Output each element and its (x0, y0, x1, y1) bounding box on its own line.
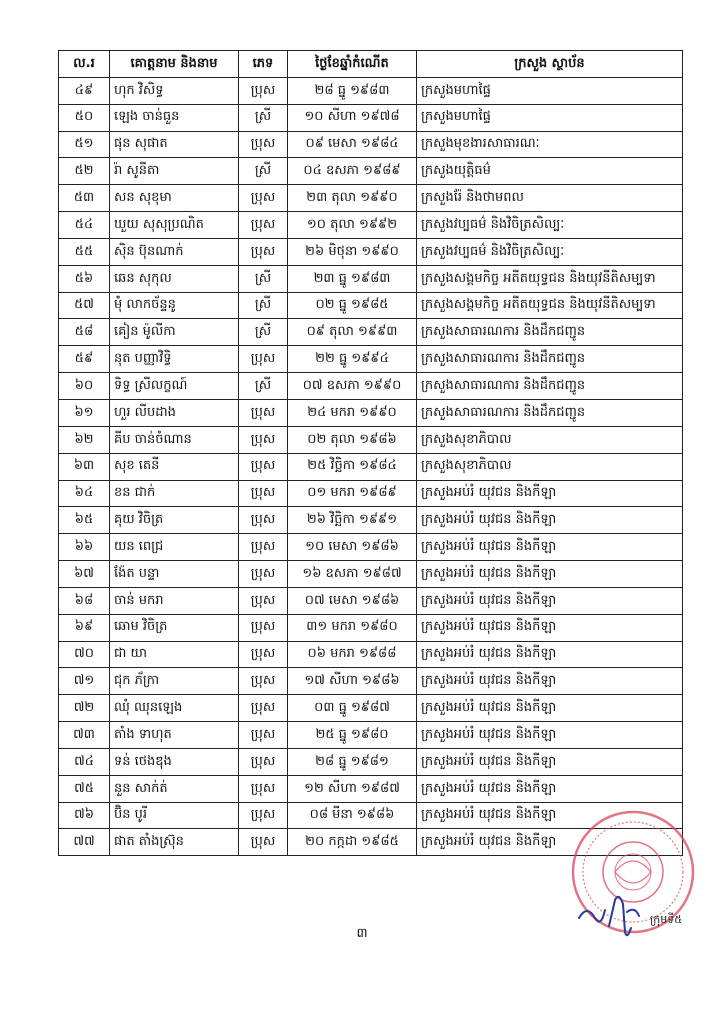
table-row (59, 614, 683, 641)
cell-sex: ប្រុស (239, 453, 288, 480)
header-dob: ថ្ងៃខែឆ្នាំកំណើត (288, 51, 417, 78)
cell-ministry: ក្រសួងមហាផ្ទៃ (417, 104, 683, 131)
table-row (59, 480, 683, 507)
cell-ministry: ក្រសួងមុខងារសាធារណៈ (417, 131, 683, 158)
table-row (59, 292, 683, 319)
table-row (59, 373, 683, 400)
cell-dob: ២៦ វិច្ឆិកា ១៩៩១ (288, 507, 417, 534)
cell-dob: ១០ តុលា ១៩៩២ (288, 212, 417, 239)
cell-no: ៦៧ (59, 561, 110, 588)
table-row (59, 319, 683, 346)
cell-name: ទន់ ថេងឌុង (110, 748, 239, 775)
cell-dob: ២០ កក្កដា ១៩៨៥ (288, 829, 417, 856)
cell-dob: ២៣ ធ្នូ ១៩៨៣ (288, 265, 417, 292)
cell-ministry: ក្រសួងសាធារណការ និងដឹកជញ្ជូន (417, 319, 683, 346)
cell-dob: ១៦ ឧសភា ១៩៨៧ (288, 561, 417, 588)
table-row (59, 722, 683, 749)
cell-sex: ប្រុស (239, 561, 288, 588)
table-row (59, 695, 683, 722)
cell-name: ចាន់ មករា (110, 587, 239, 614)
cell-dob: ០៨ មីនា ១៩៨៦ (288, 802, 417, 829)
table-row (59, 346, 683, 373)
cell-name: ហុក វិសិទ្ធ (110, 77, 239, 104)
cell-dob: ២៥ ធ្នូ ១៩៨០ (288, 722, 417, 749)
cell-sex: ប្រុស (239, 802, 288, 829)
cell-no: ៧៥ (59, 775, 110, 802)
cell-no: ៥៣ (59, 185, 110, 212)
cell-dob: ០៣ ធ្នូ ១៩៨៧ (288, 695, 417, 722)
cell-sex: ប្រុស (239, 641, 288, 668)
cell-name: ខន ជាក់ (110, 480, 239, 507)
cell-sex: ប្រុស (239, 534, 288, 561)
cell-ministry: ក្រសួងអប់រំ យុវជន និងកីឡា (417, 668, 683, 695)
cell-name: ស៊ិន ប៊ុនណាក់ (110, 238, 239, 265)
cell-name: ង៉ែត បន្ទា (110, 561, 239, 588)
table-row (59, 748, 683, 775)
cell-name: ឃួយ សុសុប្រណិត (110, 212, 239, 239)
cell-dob: ២៥ វិច្ឆិកា ១៩៨៤ (288, 453, 417, 480)
cell-name: នួន សាក់ត់ (110, 775, 239, 802)
cell-name: ហួរ លីបដាង (110, 399, 239, 426)
cell-dob: ០៩ មេសា ១៩៨៤ (288, 131, 417, 158)
cell-name: ផុន សុផាត (110, 131, 239, 158)
cell-sex: ស្រី (239, 373, 288, 400)
cell-no: ៦៣ (59, 453, 110, 480)
table-row (59, 453, 683, 480)
cell-no: ៦៩ (59, 614, 110, 641)
cell-no: ៦៤ (59, 480, 110, 507)
cell-name: សន សុខុមា (110, 185, 239, 212)
cell-sex: ប្រុស (239, 480, 288, 507)
cell-ministry: ក្រសួងអប់រំ យុវជន និងកីឡា (417, 587, 683, 614)
cell-name: តាំង ទាហុត (110, 722, 239, 749)
cell-ministry: ក្រសួងអប់រំ យុវជន និងកីឡា (417, 614, 683, 641)
cell-sex: ស្រី (239, 292, 288, 319)
cell-no: ៧០ (59, 641, 110, 668)
cell-name: ឆេន សុកុល (110, 265, 239, 292)
cell-no: ៥៨ (59, 319, 110, 346)
cell-dob: ០២ ធ្នូ ១៩៨៥ (288, 292, 417, 319)
table-row (59, 534, 683, 561)
cell-sex: ប្រុស (239, 614, 288, 641)
cell-sex: ប្រុស (239, 399, 288, 426)
cell-sex: ប្រុស (239, 775, 288, 802)
cell-dob: ២៦ មិថុនា ១៩៩០ (288, 238, 417, 265)
cell-sex: ប្រុស (239, 722, 288, 749)
cell-ministry: ក្រសួងអប់រំ យុវជន និងកីឡា (417, 829, 683, 856)
cell-no: ៤៩ (59, 77, 110, 104)
cell-sex: ស្រី (239, 265, 288, 292)
cell-no: ៦៨ (59, 587, 110, 614)
cell-no: ៧២ (59, 695, 110, 722)
cell-dob: ១០ មេសា ១៩៨៦ (288, 534, 417, 561)
cell-no: ៦៥ (59, 507, 110, 534)
table-row (59, 185, 683, 212)
cell-ministry: ក្រសួងអប់រំ យុវជន និងកីឡា (417, 561, 683, 588)
cell-ministry: ក្រសួងអប់រំ យុវជន និងកីឡា (417, 722, 683, 749)
table-body (59, 77, 683, 855)
table-row (59, 238, 683, 265)
cell-no: ៥០ (59, 104, 110, 131)
table-row (59, 641, 683, 668)
cell-name: រ៉ា សូនីតា (110, 158, 239, 185)
cell-dob: ២៣ តុលា ១៩៩០ (288, 185, 417, 212)
cell-sex: ប្រុស (239, 212, 288, 239)
cell-name: ទិទ្ធ ស្រីលក្ខណ៍ (110, 373, 239, 400)
cell-dob: ០៧ មេសា ១៩៨៦ (288, 587, 417, 614)
staff-table (58, 50, 683, 856)
cell-ministry: ក្រសួងវប្បធម៌ និងវិចិត្រសិល្បៈ (417, 238, 683, 265)
cell-no: ៥៩ (59, 346, 110, 373)
header-name: គោត្តនាម និងនាម (110, 51, 239, 78)
table-row (59, 77, 683, 104)
cell-sex: ប្រុស (239, 695, 288, 722)
cell-dob: ២៤ មករា ១៩៩០ (288, 399, 417, 426)
cell-name: ម៉ុំ លាកច័ន្ទនូ (110, 292, 239, 319)
cell-ministry: ក្រសួងអប់រំ យុវជន និងកីឡា (417, 802, 683, 829)
cell-no: ៦២ (59, 426, 110, 453)
cell-sex: ប្រុស (239, 238, 288, 265)
cell-ministry: ក្រសួងអប់រំ យុវជន និងកីឡា (417, 775, 683, 802)
cell-sex: ប្រុស (239, 185, 288, 212)
table-row (59, 587, 683, 614)
cell-ministry: ក្រសួងសាធារណការ និងដឹកជញ្ជូន (417, 346, 683, 373)
cell-name: យន ពេជ្រ (110, 534, 239, 561)
cell-ministry: ក្រសួងសាធារណការ និងដឹកជញ្ជូន (417, 373, 683, 400)
cell-no: ៧៤ (59, 748, 110, 775)
cell-sex: ស្រី (239, 158, 288, 185)
cell-ministry: ក្រសួងសុខាភិបាល (417, 426, 683, 453)
cell-name: ជុក ភ័ក្រា (110, 668, 239, 695)
cell-no: ៥៥ (59, 238, 110, 265)
cell-name: គីប ចាន់ចំណាន (110, 426, 239, 453)
cell-sex: ប្រុស (239, 748, 288, 775)
cell-no: ៦០ (59, 373, 110, 400)
table-header-row (59, 51, 683, 78)
cell-dob: ០៦ មករា ១៩៨៨ (288, 641, 417, 668)
cell-ministry: ក្រសួងអប់រំ យុវជន និងកីឡា (417, 641, 683, 668)
cell-dob: ០១ មករា ១៩៨៩ (288, 480, 417, 507)
cell-ministry: ក្រសួងសាធារណការ និងដឹកជញ្ជូន (417, 399, 683, 426)
table-row (59, 668, 683, 695)
cell-sex: ស្រី (239, 104, 288, 131)
table-row (59, 131, 683, 158)
cell-ministry: ក្រសួងសង្គមកិច្ច អតីតយុទ្ធជន និងយុវនីតិសម្បទា (417, 292, 683, 319)
group-label: ក្រុមទី៥ (650, 913, 683, 926)
table-row (59, 507, 683, 534)
cell-name: ផាត តាំងស៊្រុន (110, 829, 239, 856)
table-row (59, 775, 683, 802)
page-number: ៣ (356, 926, 368, 941)
cell-no: ៧៦ (59, 802, 110, 829)
header-sex: ភេទ (239, 51, 288, 78)
cell-sex: ប្រុស (239, 587, 288, 614)
cell-dob: ១៧ សីហា ១៩៨៦ (288, 668, 417, 695)
cell-name: ឡេង ចាន់ធួន (110, 104, 239, 131)
cell-no: ៧៧ (59, 829, 110, 856)
table-row (59, 104, 683, 131)
cell-ministry: ក្រសួងមហាផ្ទៃ (417, 77, 683, 104)
header-no: ល.រ (59, 51, 110, 78)
cell-dob: ០៧ ឧសភា ១៩៩០ (288, 373, 417, 400)
cell-name: ជា យា (110, 641, 239, 668)
cell-no: ៧១ (59, 668, 110, 695)
table-row (59, 212, 683, 239)
table-row (59, 158, 683, 185)
table-row (59, 561, 683, 588)
cell-ministry: ក្រសួងរ៉ែ និងថាមពល (417, 185, 683, 212)
table-row (59, 426, 683, 453)
cell-dob: ៣១ មករា ១៩៨០ (288, 614, 417, 641)
cell-dob: ១០ សីហា ១៩៧៨ (288, 104, 417, 131)
cell-name: សុខ តេនី (110, 453, 239, 480)
table-row (59, 399, 683, 426)
cell-sex: ប្រុស (239, 346, 288, 373)
cell-sex: ប្រុស (239, 507, 288, 534)
cell-dob: ២២ ធ្នូ ១៩៩៤ (288, 346, 417, 373)
cell-ministry: ក្រសួងអប់រំ យុវជន និងកីឡា (417, 695, 683, 722)
cell-dob: ២៨ ធ្នូ ១៩៨៣ (288, 77, 417, 104)
cell-ministry: ក្រសួងអប់រំ យុវជន និងកីឡា (417, 480, 683, 507)
cell-no: ៥៧ (59, 292, 110, 319)
cell-dob: ០៤ ឧសភា ១៩៨៩ (288, 158, 417, 185)
cell-ministry: ក្រសួងសុខាភិបាល (417, 453, 683, 480)
header-ministry: ក្រសួង ស្ថាប័ន (417, 51, 683, 78)
table-row (59, 265, 683, 292)
cell-no: ៥៤ (59, 212, 110, 239)
cell-dob: ០៩ តុលា ១៩៩៣ (288, 319, 417, 346)
cell-ministry: ក្រសួងសង្គមកិច្ច អតីតយុទ្ធជន និងយុវនីតិសម្បទា (417, 265, 683, 292)
cell-dob: ១២ សីហា ១៩៨៧ (288, 775, 417, 802)
cell-no: ៧៣ (59, 722, 110, 749)
cell-sex: ស្រី (239, 319, 288, 346)
cell-dob: ០២ តុលា ១៩៨៦ (288, 426, 417, 453)
cell-sex: ប្រុស (239, 426, 288, 453)
cell-no: ៥២ (59, 158, 110, 185)
cell-sex: ប្រុស (239, 77, 288, 104)
cell-name: នុត បញ្ញាវិទ្ធិ (110, 346, 239, 373)
cell-no: ៥១ (59, 131, 110, 158)
cell-ministry: ក្រសួងយុត្តិធម៌ (417, 158, 683, 185)
cell-sex: ប្រុស (239, 131, 288, 158)
cell-name: ឆោម វិចិត្រ (110, 614, 239, 641)
cell-no: ៦៦ (59, 534, 110, 561)
cell-no: ៥៦ (59, 265, 110, 292)
cell-ministry: ក្រសួងអប់រំ យុវជន និងកីឡា (417, 507, 683, 534)
cell-ministry: ក្រសួងអប់រំ យុវជន និងកីឡា (417, 534, 683, 561)
cell-name: គុយ វិចិត្រ (110, 507, 239, 534)
cell-sex: ប្រុស (239, 829, 288, 856)
cell-name: ឈុំ ឈុនឡេង (110, 695, 239, 722)
cell-ministry: ក្រសួងវប្បធម៌ និងវិចិត្រសិល្បៈ (417, 212, 683, 239)
cell-no: ៦១ (59, 399, 110, 426)
cell-name: គៀន ម៉ូលីកា (110, 319, 239, 346)
cell-name: ប៊ិន បូរី (110, 802, 239, 829)
cell-dob: ២៨ ធ្នូ ១៩៨១ (288, 748, 417, 775)
cell-ministry: ក្រសួងអប់រំ យុវជន និងកីឡា (417, 748, 683, 775)
cell-sex: ប្រុស (239, 668, 288, 695)
